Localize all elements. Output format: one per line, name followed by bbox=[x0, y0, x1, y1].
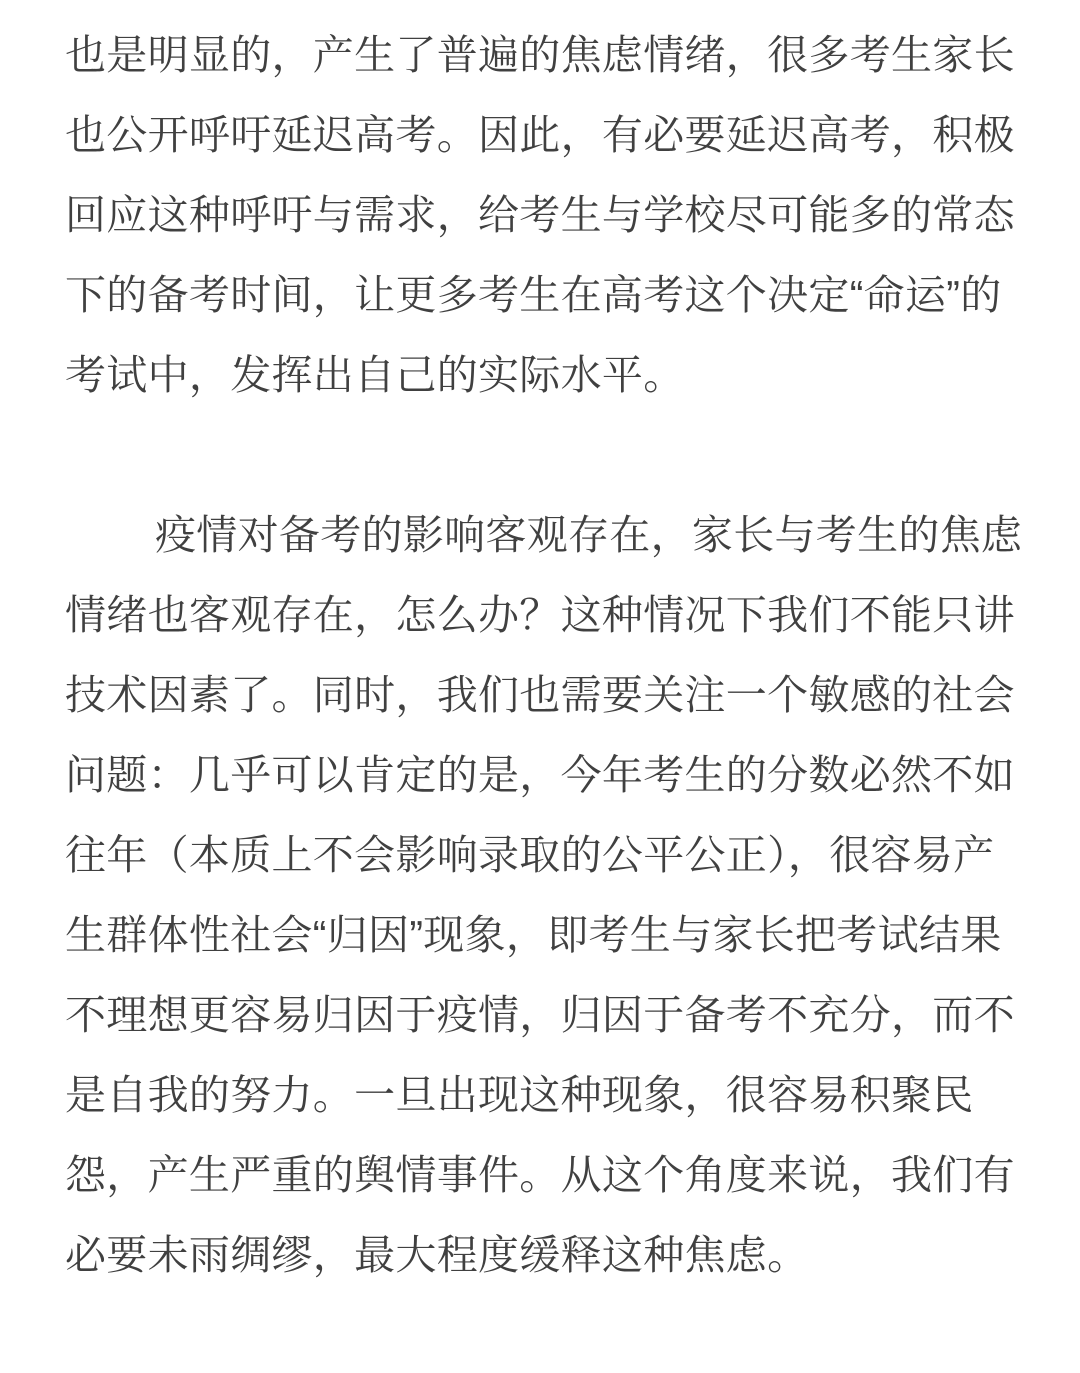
text-line: 往年（本质上不会影响录取的公平公正），很容易产 bbox=[65, 832, 995, 878]
text-line: 考试中，发挥出自己的实际水平。 bbox=[65, 352, 685, 398]
text-line: 也是明显的，产生了普遍的焦虑情绪，很多考生家长 bbox=[65, 32, 1015, 78]
text-line: 生群体性社会“归因”现象，即考生与家长把考试结果 bbox=[65, 912, 1002, 958]
text-line: 疫情对备考的影响客观存在，家长与考生的焦虑 bbox=[155, 512, 1023, 558]
text-line: 回应这种呼吁与需求，给考生与学校尽可能多的常态 bbox=[65, 192, 1015, 238]
article-body bbox=[65, 15, 1023, 1295]
paragraph-2 bbox=[65, 495, 1023, 1295]
text-line: 也公开呼吁延迟高考。因此，有必要延迟高考，积极 bbox=[65, 112, 1015, 158]
text-line: 怨，产生严重的舆情事件。从这个角度来说，我们有 bbox=[65, 1152, 1015, 1198]
text-line: 必要未雨绸缪，最大程度缓释这种焦虑。 bbox=[65, 1232, 809, 1278]
paragraph-1 bbox=[65, 15, 1014, 415]
text-line: 情绪也客观存在，怎么办？这种情况下我们不能只讲 bbox=[65, 592, 1015, 638]
text-line: 问题：几乎可以肯定的是，今年考生的分数必然不如 bbox=[65, 752, 1015, 798]
text-line: 技术因素了。同时，我们也需要关注一个敏感的社会 bbox=[65, 672, 1015, 718]
text-line: 下的备考时间，让更多考生在高考这个决定“命运”的 bbox=[65, 272, 1002, 318]
text-line: 是自我的努力。一旦出现这种现象，很容易积聚民 bbox=[65, 1072, 974, 1118]
text-line: 不理想更容易归因于疫情，归因于备考不充分，而不 bbox=[65, 992, 1015, 1038]
